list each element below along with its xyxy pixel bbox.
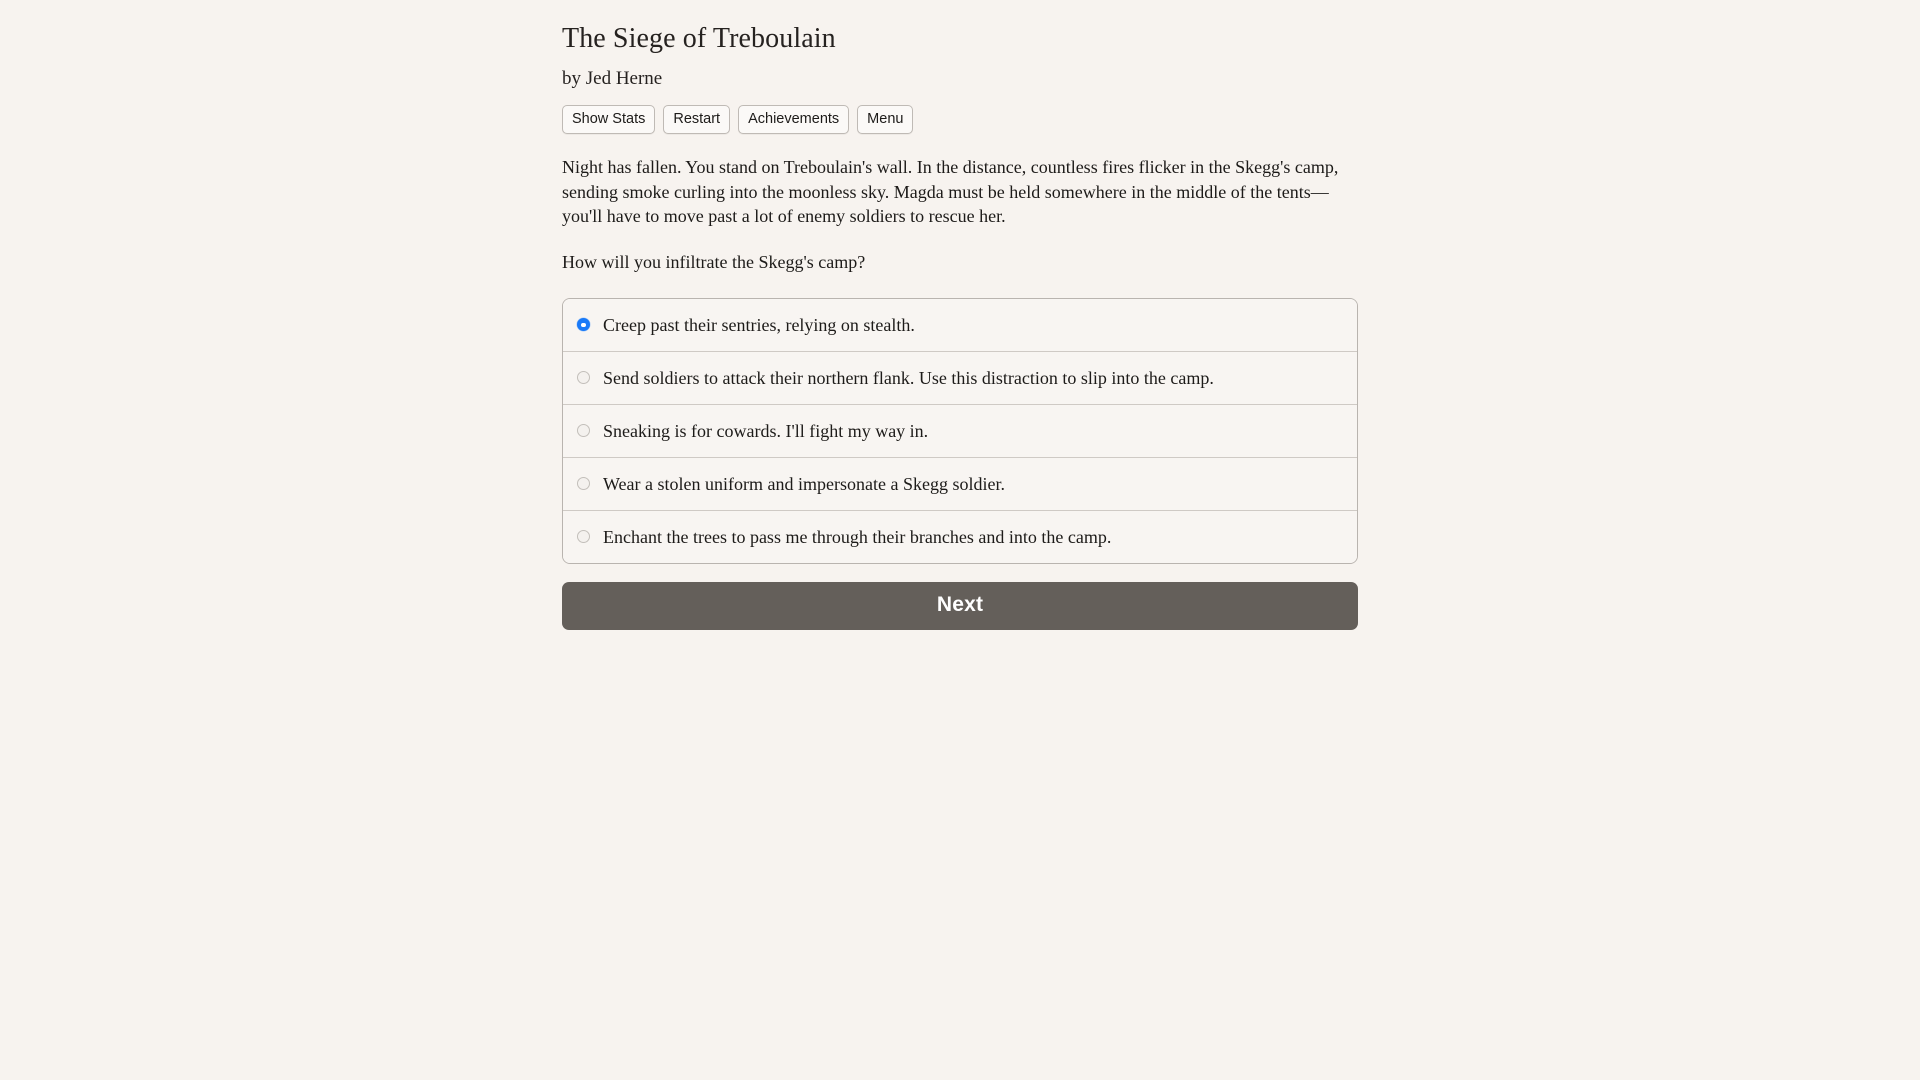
radio-button-selected-icon[interactable] <box>577 318 590 331</box>
choice-question: How will you infiltrate the Skegg's camp? <box>562 251 866 272</box>
game-page <box>562 0 1358 630</box>
radio-button-icon[interactable] <box>577 424 590 437</box>
choice-option-1[interactable] <box>563 299 1357 352</box>
radio-button-icon[interactable] <box>577 530 590 543</box>
radio-button-icon[interactable] <box>577 371 590 384</box>
restart-button[interactable]: Restart <box>663 105 730 135</box>
toolbar <box>562 90 1358 135</box>
choice-option-3-label: Sneaking is for cowards. I'll fight my way in. <box>603 420 929 441</box>
choice-option-3[interactable] <box>563 405 1357 458</box>
story-paragraph: Night has fallen. You stand on Treboulain's wall. In the distance, countless fires flicker in the Skegg's camp, sending smoke curling into the moonless sky. Magda must be held somewhere in the middle of the tents—you'll have to move past a lot of enemy soldiers to rescue her. <box>562 157 1339 227</box>
author-byline: by Jed Herne <box>562 67 663 89</box>
show-stats-button[interactable]: Show Stats <box>562 105 655 135</box>
choice-option-2-label: Send soldiers to attack their northern flank. Use this distraction to slip into the camp. <box>603 367 1214 388</box>
choice-option-4-label: Wear a stolen uniform and impersonate a Skegg soldier. <box>603 473 1005 494</box>
page-title: The Siege of Treboulain <box>562 23 836 54</box>
achievements-button[interactable]: Achievements <box>738 105 849 135</box>
choice-option-2[interactable] <box>563 352 1357 405</box>
choice-option-5-label: Enchant the trees to pass me through their branches and into the camp. <box>603 526 1112 547</box>
choice-option-5[interactable] <box>563 511 1357 563</box>
choices-panel <box>562 298 1358 564</box>
next-button[interactable]: Next <box>562 582 1358 630</box>
radio-button-icon[interactable] <box>577 477 590 490</box>
menu-button[interactable]: Menu <box>857 105 913 135</box>
choice-option-4[interactable] <box>563 458 1357 511</box>
choice-option-1-label: Creep past their sentries, relying on stealth. <box>603 314 915 335</box>
